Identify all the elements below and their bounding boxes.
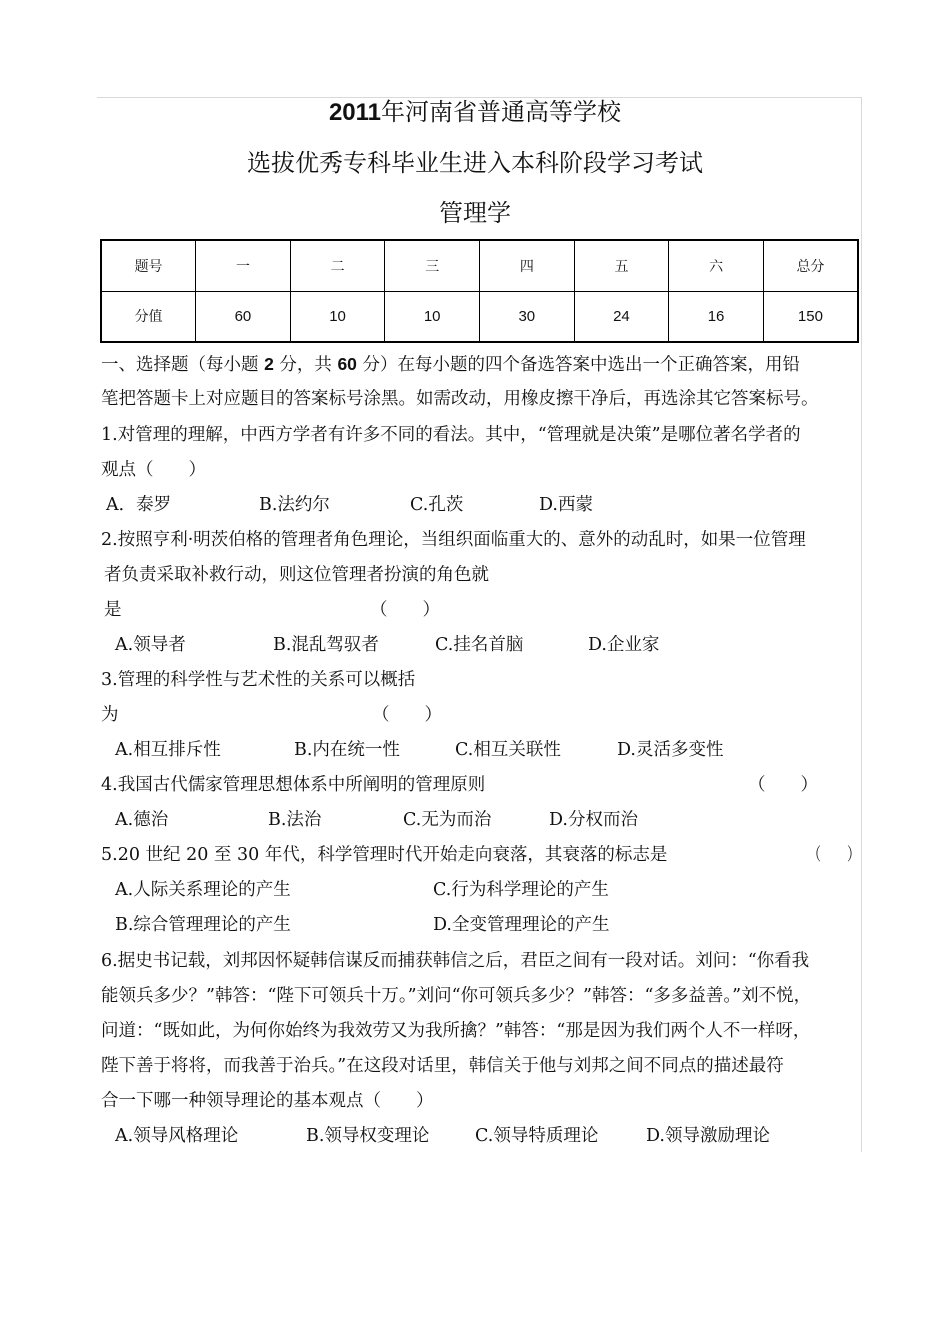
table-row-question-number [101,240,858,291]
option-d: D.西蒙 [539,495,593,515]
question-6-text-end: 合一下哪一种领导理论的基本观点（ ） [101,1091,434,1111]
table-cell: 总分 [763,240,858,291]
question-4-text: 4.我国古代儒家管理思想体系中所阐明的管理原则 [101,775,486,795]
score-table [100,239,859,343]
table-cell: 四 [480,240,575,291]
table-cell: 60 [196,291,291,342]
option-b: B.领导权变理论 [306,1126,430,1146]
question-1-text-cont: 观点（ ） [101,460,206,480]
option-d: D.分权而治 [549,810,638,830]
answer-blank: （ ） [748,775,818,795]
table-cell: 150 [763,291,858,342]
option-b: B.混乱驾驭者 [273,635,379,655]
option-a: A.相互排斥性 [115,740,221,760]
option-a: A.德治 [115,810,169,830]
subject-title: 管理学 [439,199,511,227]
page-frame-right [861,97,862,1152]
option-a: A.人际关系理论的产生 [115,880,291,900]
section-intro-line2: 笔把答题卡上对应题目的答案标号涂黑。如需改动，用橡皮擦干净后，再选涂其它答案标号。 [101,389,819,409]
table-cell: 分值 [101,291,196,342]
table-cell: 30 [480,291,575,342]
question-1-text: 1.对管理的理解，中西方学者有许多不同的看法。其中，“管理就是决策”是哪位著名学者的 [101,425,801,445]
question-5-text: 5.20 世纪 20 至 30 年代，科学管理时代开始走向衰落，其衰落的标志是 [101,845,668,865]
option-d: D.灵活多变性 [617,740,724,760]
table-cell: 二 [290,240,385,291]
exam-title-line1: 2011年河南省普通高等学校 [328,98,622,126]
section-intro-line1: 一、选择题（每小题 2 分，共 60 分）在每小题的四个备选答案中选出一个正确答案，用铅 [101,354,800,375]
table-cell: 五 [574,240,669,291]
exam-title-line2: 选拔优秀专科毕业生进入本科阶段学习考试 [247,149,703,177]
option-c: C.孔茨 [410,495,464,515]
table-cell: 三 [385,240,480,291]
answer-blank: （ ） [370,600,440,620]
question-6-text: 6.据史书记载，刘邦因怀疑韩信谋反而捕获韩信之后，君臣之间有一段对话。刘问：“你看我 [101,951,810,971]
option-c: C.无为而治 [403,810,492,830]
option-a: A.领导风格理论 [115,1126,239,1146]
question-6-text-cont: 陛下善于将将，而我善于治兵。”在这段对话里，韩信关于他与刘邦之间不同点的描述最符 [101,1056,784,1076]
question-3-text-end: 为 [101,705,119,725]
option-c: C.相互关联性 [455,740,561,760]
option-d: D.企业家 [588,635,660,655]
table-cell: 10 [385,291,480,342]
question-2-text-end: 是 [104,600,122,620]
question-2-text-cont: 者负责采取补救行动，则这位管理者扮演的角色就 [104,565,489,585]
table-cell: 16 [669,291,764,342]
question-2-text: 2.按照亨利·明茨伯格的管理者角色理论，当组织面临重大的、意外的动乱时，如果一位管理 [101,530,806,550]
option-b: B.综合管理理论的产生 [115,915,291,935]
table-row-points [101,291,858,342]
table-cell: 一 [196,240,291,291]
option-a: A.领导者 [115,635,186,655]
answer-blank: （ ） [808,845,861,865]
table-cell: 题号 [101,240,196,291]
option-a: A．泰罗 [106,495,172,515]
option-b: B.内在统一性 [294,740,400,760]
option-d: D.领导激励理论 [646,1126,770,1146]
option-b: B.法治 [268,810,322,830]
table-cell: 24 [574,291,669,342]
question-3-text: 3.管理的科学性与艺术性的关系可以概括 [101,670,416,690]
option-c: C.行为科学理论的产生 [433,880,609,900]
table-cell: 10 [290,291,385,342]
option-c: C.挂名首脑 [435,635,524,655]
question-6-text-cont: 问道：“既如此，为何你始终为我效劳又为我所擒？”韩答：“那是因为我们两个人不一样呀， [101,1021,811,1041]
question-6-text-cont: 能领兵多少？”韩答：“陛下可领兵十万。”刘问“你可领兵多少？”韩答：“多多益善。”刘不悦， [101,986,812,1006]
answer-blank: （ ） [372,705,442,725]
option-b: B.法约尔 [259,495,330,515]
option-c: C.领导特质理论 [475,1126,599,1146]
option-d: D.全变管理理论的产生 [433,915,610,935]
table-cell: 六 [669,240,764,291]
